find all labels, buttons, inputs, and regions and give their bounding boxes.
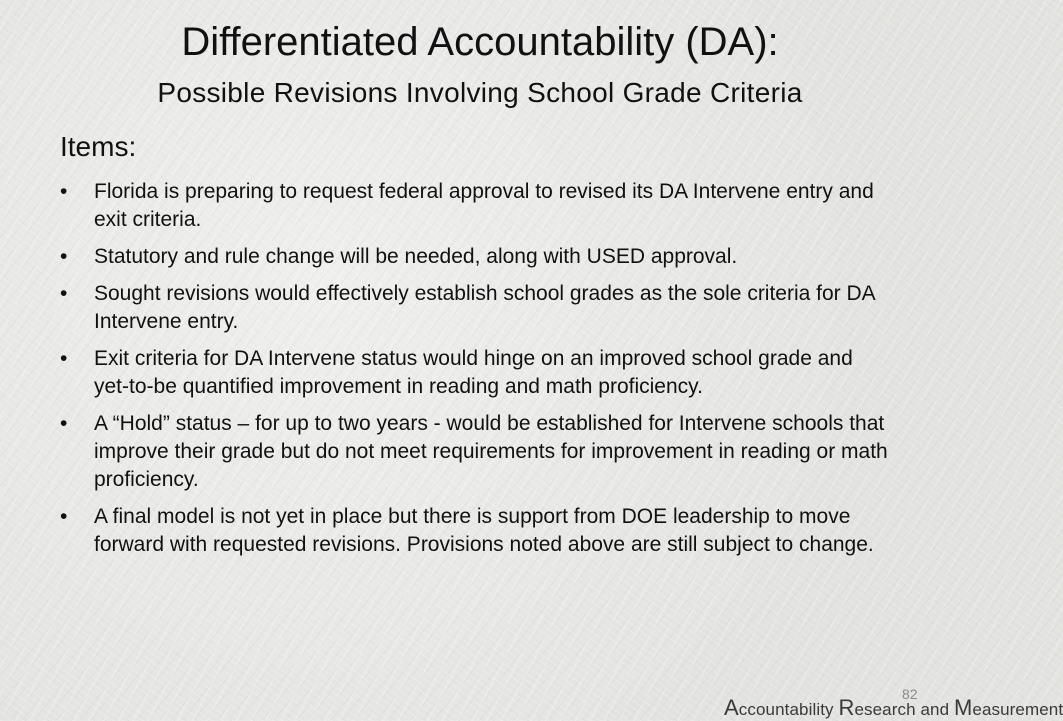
- footer-brand: [724, 697, 1063, 721]
- bullet-text: Florida is preparing to request federal approval to revised its DA Intervene entry and exit criteria.: [94, 180, 874, 231]
- bullet-item: [60, 345, 890, 401]
- footer-brand-r-rest: esearch and: [854, 700, 954, 719]
- bullet-text: Exit criteria for DA Intervene status would hinge on an improved school grade and yet-to-be quantified improvement in reading and math proficiency.: [94, 347, 853, 398]
- slide-title: Differentiated Accountability (DA):: [181, 20, 779, 64]
- bullet-icon: •: [60, 412, 68, 435]
- bullet-icon: •: [60, 282, 68, 305]
- bullet-text: Statutory and rule change will be needed, along with USED approval.: [94, 245, 738, 268]
- slide-subtitle: Possible Revisions Involving School Grade Criteria: [157, 77, 803, 108]
- bullet-item: [60, 243, 890, 271]
- bullet-icon: •: [60, 180, 68, 203]
- bullet-icon: •: [60, 505, 68, 528]
- bullet-item: [60, 280, 890, 336]
- bullet-text: Sought revisions would effectively establish school grades as the sole criteria for DA Intervene entry.: [94, 282, 875, 333]
- page-number: 82: [902, 686, 918, 702]
- footer-brand-a-cap: A: [724, 695, 739, 720]
- footer-brand-a-rest: ccountability: [738, 700, 839, 719]
- bullet-text: A final model is not yet in place but there is support from DOE leadership to move forward with requested revisions. Provisions noted above are still subject to change.: [94, 505, 874, 556]
- footer-brand-m-cap: M: [953, 695, 973, 720]
- bullet-list: [60, 178, 890, 568]
- bullet-item: [60, 503, 890, 559]
- bullet-text: A “Hold” status – for up to two years - would be established for Intervene schools that improve their grade but do not meet requirements for improvement in reading or math proficiency.: [94, 412, 888, 491]
- footer-brand-m-rest: easurement: [972, 700, 1063, 719]
- bullet-item: [60, 410, 890, 494]
- items-heading: Items:: [60, 131, 137, 162]
- bullet-icon: •: [60, 245, 68, 268]
- footer-brand-r-cap: R: [838, 695, 855, 720]
- bullet-item: [60, 178, 890, 234]
- bullet-icon: •: [60, 347, 68, 370]
